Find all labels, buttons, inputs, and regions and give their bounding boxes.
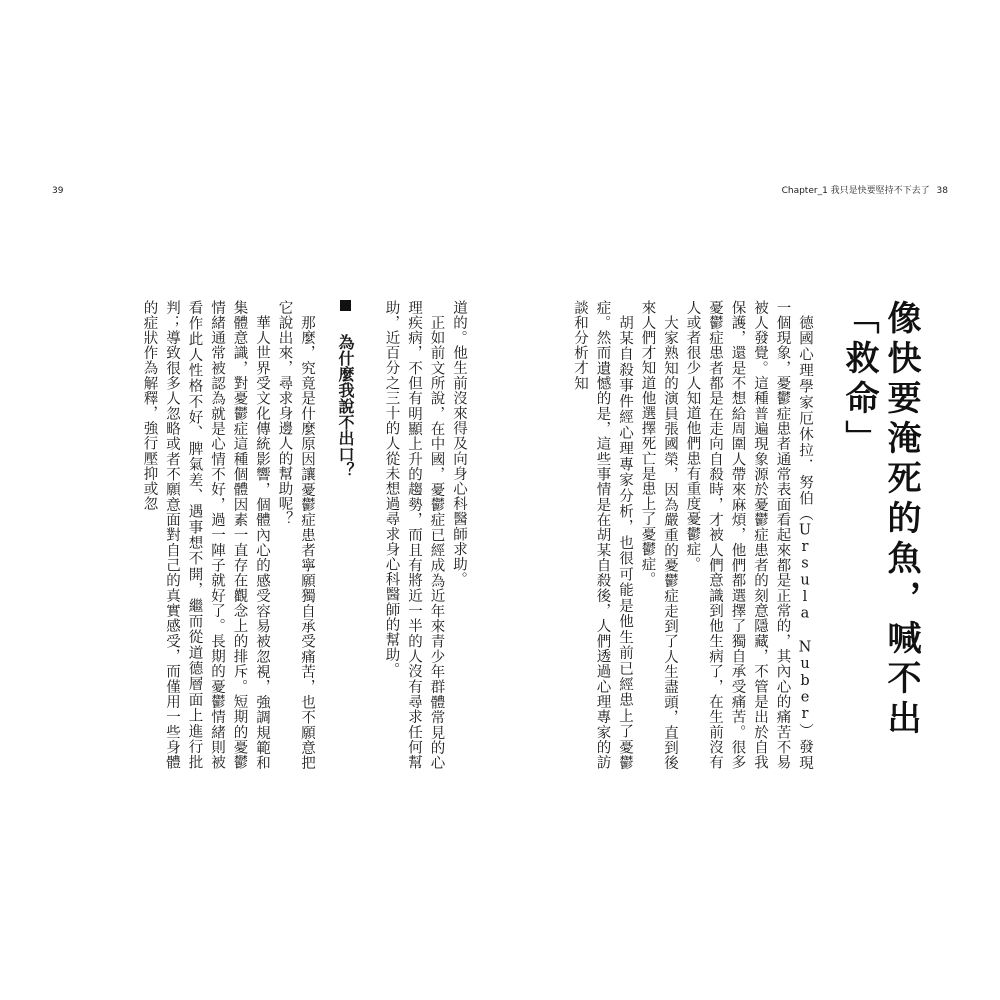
left-page [40,300,470,770]
right-page [562,300,922,770]
chapter-title: 像快要淹死的魚，喊不出「救命」 [839,300,921,740]
paragraph: 那麼，究竟是什麼原因讓憂鬱症患者寧願獨自承受痛苦，也不願意把它說出來，尋求身邊人的幫助呢？ [276,300,315,770]
right-page-number: 38 [936,186,948,196]
running-header [778,185,948,197]
chapter-label: Chapter_1 我只是快要堅持不下去了 [781,186,930,196]
section-heading-text: 為什麼我說不出口？ [336,334,355,478]
left-page-number: 39 [52,186,64,196]
paragraph: 胡某自殺事件經心理專家分析，也很可能是他生前已經患上了憂鬱症。然而遺憾的是，這些事情是在胡某自殺後，人們透過心理專家的訪談和分析才知 [572,300,633,770]
paragraph: 正如前文所說，在中國，憂鬱症已經成為近年來青少年群體常見的心理疾病，不但有明顯上升的趨勢，而且有將近一半的人沒有尋求任何幫助，近百分之三十的人從未想過尋求身心科醫師的幫助。 [383,300,445,770]
paragraph-continuation: 道的。他生前沒來得及向身心科醫師求助。 [451,300,467,587]
square-bullet-icon [340,300,351,311]
section-heading [332,300,358,770]
paragraph: 德國心理學家厄休拉．努伯（Ursula Nuber）發現一個現象，憂鬱症患者通常表面看起來都是正常的，其內心的痛苦不易被人發覺。這種普遍現象源於憂鬱症患者的刻意隱藏，不管是出於自我保護，還是不想給周圍人帶來麻煩，他們都選擇了獨自承受痛苦。很多憂鬱症患者都是在走向自殺時，才被人們意識到他生病了，在生前沒有人或者很少人知道他們患有重度憂鬱症。 [684,300,813,770]
paragraph: 華人世界受文化傳統影響，個體內心的感受容易被忽視，強調規範和集體意識，對憂鬱症這種個體因素一直存在觀念上的排斥。短期的憂鬱情緒通常被認為就是心情不好，過一陣子就好了。長期的憂鬱情緒則被看作此人性格不好、脾氣差、遇事想不開，繼而從道德層面上進行批判；導致很多人忽略或者不願意面對自己的真實感受，而僅用一些身體的症狀作為解釋，強行壓抑或忽 [141,300,270,770]
paragraph: 大家熟知的演員張國榮，因為嚴重的憂鬱症走到了人生盡頭，直到後來人們才知道他選擇死亡是患上了憂鬱症。 [639,300,678,770]
